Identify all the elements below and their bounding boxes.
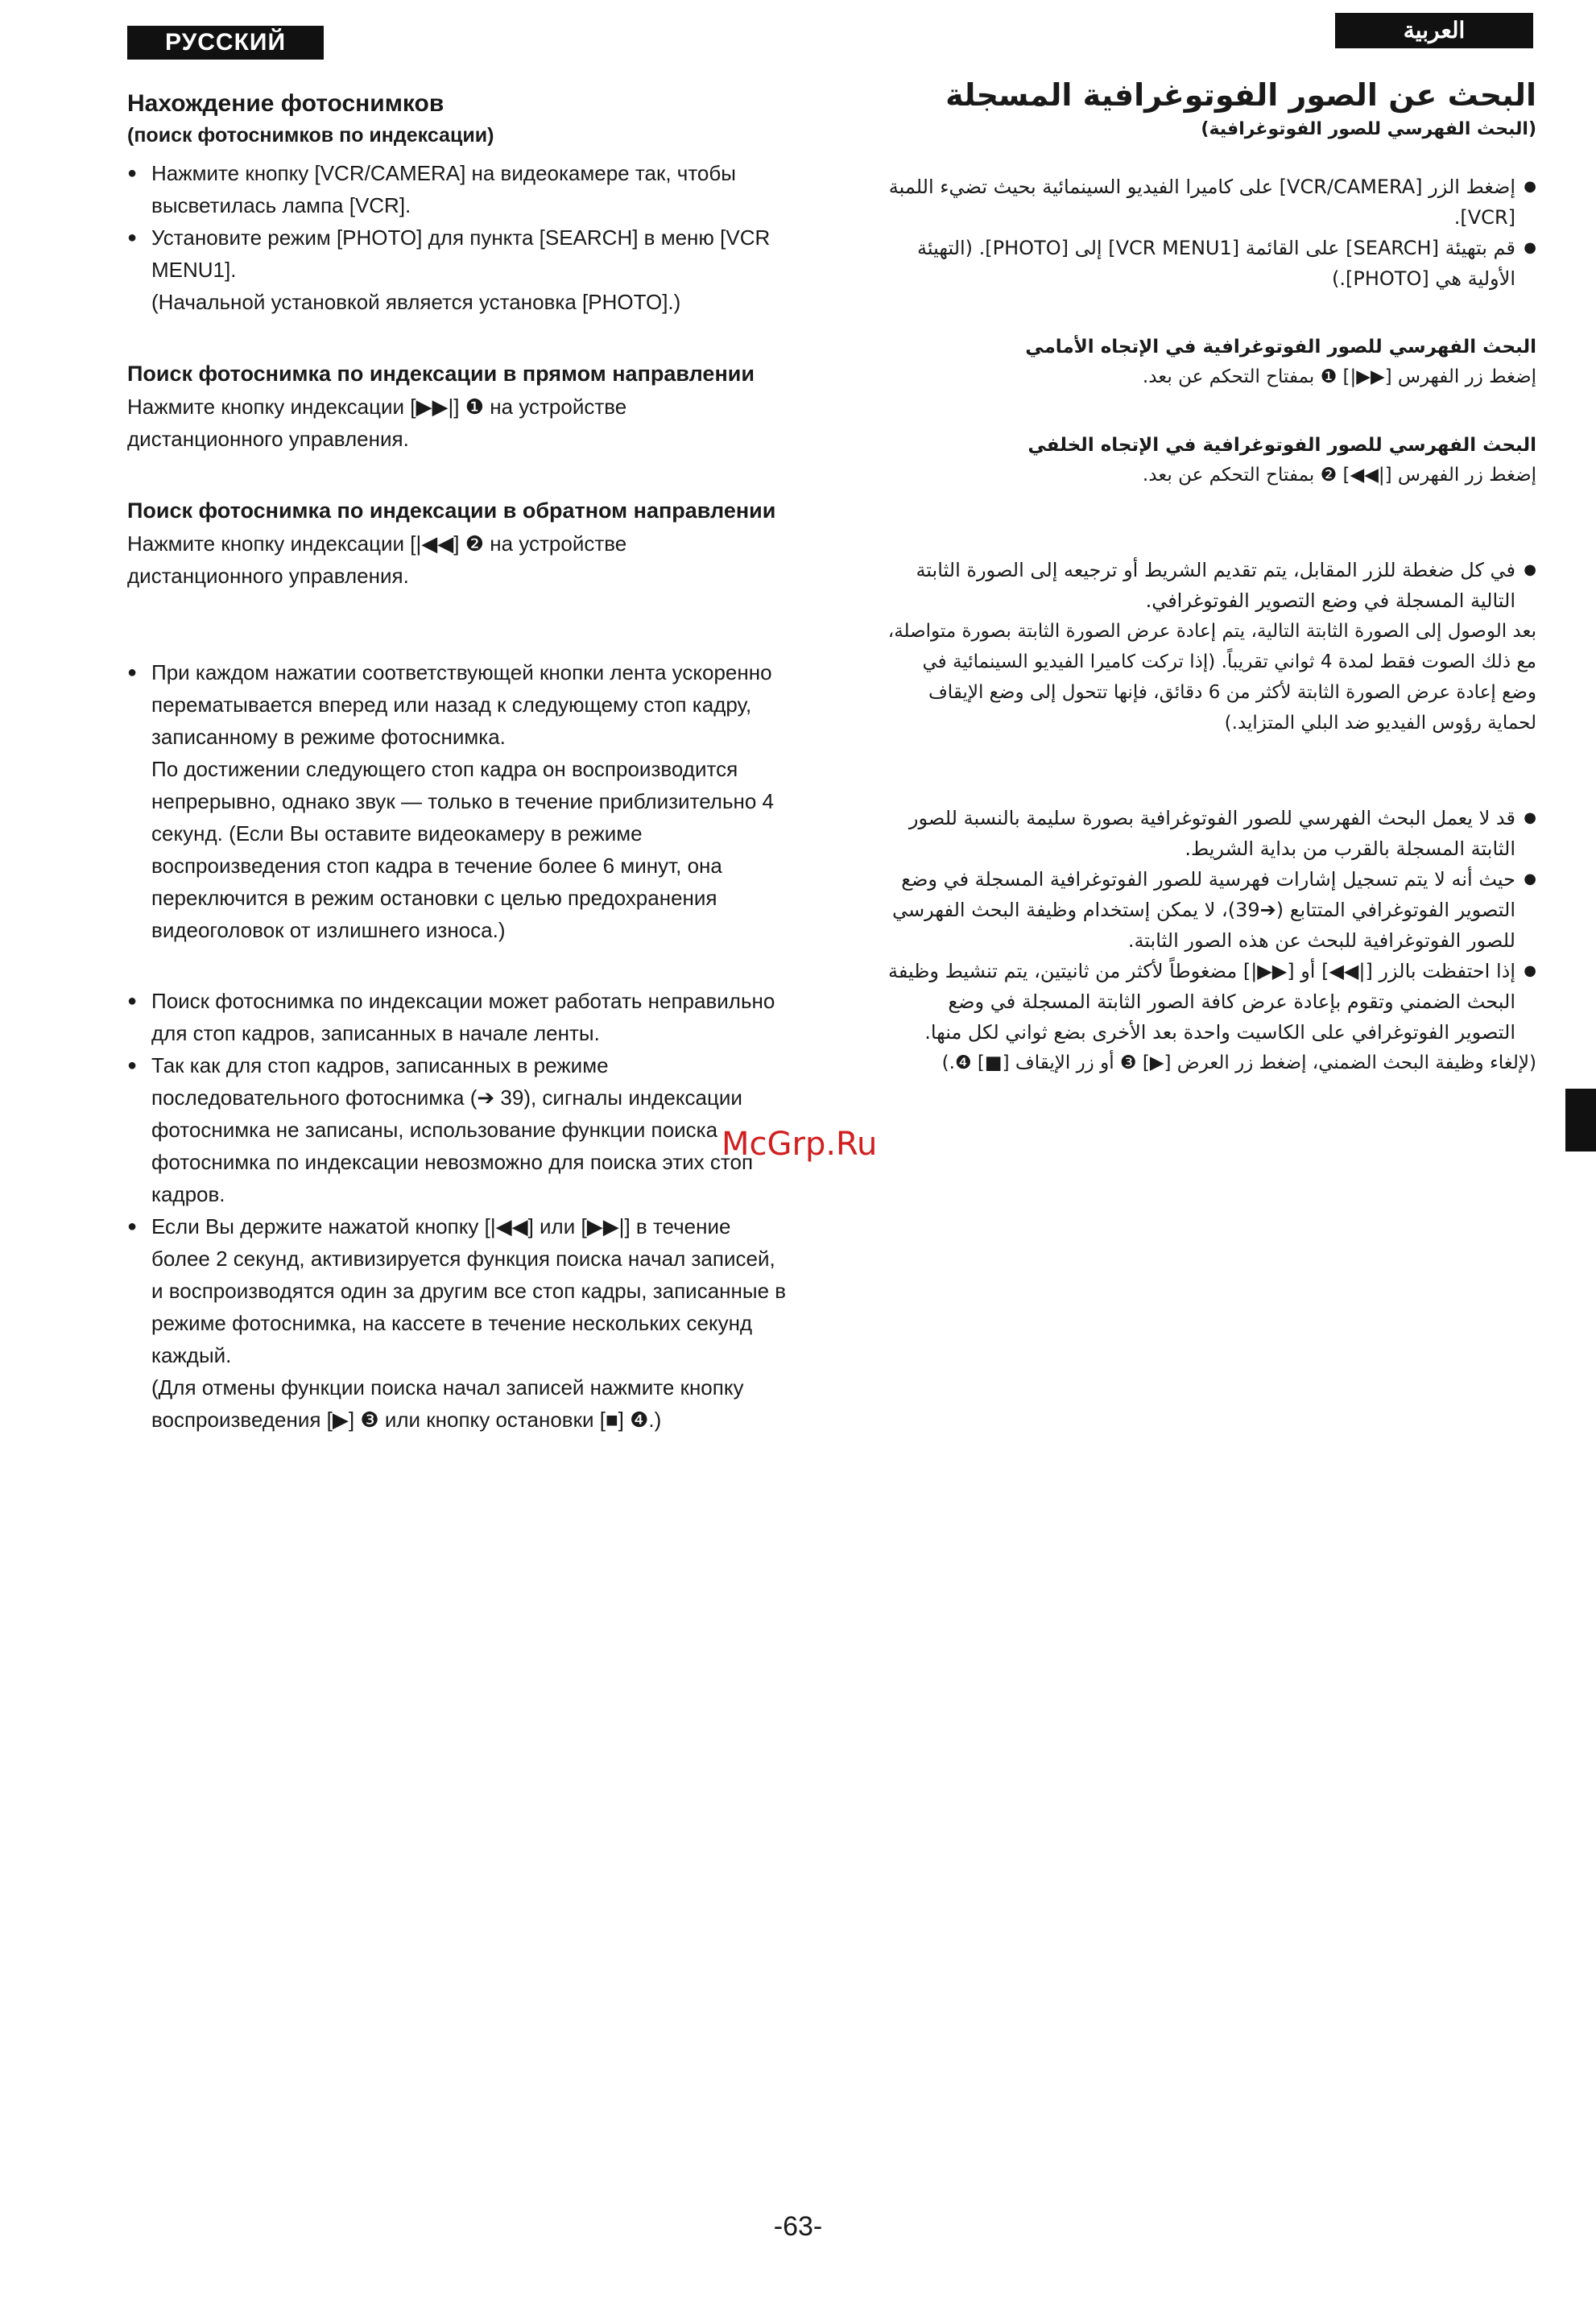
list-item: ● При каждом нажатии соответствующей кнопки лента ускоренно перематывается вперед или назад к следующему стоп кадру, записанному в режиме фотоснимка. bbox=[127, 656, 788, 753]
list-item: ● حيث أنه لا يتم تسجيل إشارات فهرسية للصور الفوتوغرافية المسجلة في وضع التصوير الفوتوغرافي المتتابع (➔39)، لا يمكن إستخدام وظيفة البحث الفهرسي للصور الفوتوغرافية للبحث عن هذه الصور الثابتة. bbox=[886, 864, 1536, 956]
ru-behavior-continuation: По достижении следующего стоп кадра он воспроизводится непрерывно, однако звук — только в течение приблизительно 4 секунд. (Если Вы оставите видеокамеру в режиме воспроизведения стоп кадра в течение более 6 минут, она переключится в режим остановки с целью предохранения видеоголовок от излишнего износа.) bbox=[151, 757, 775, 942]
list-item: ● إضغط الزر [VCR/CAMERA] على كاميرا الفيديو السينمائية بحيث تضيء اللمبة [VCR]. bbox=[886, 172, 1536, 233]
ar-intro-list bbox=[886, 172, 1536, 294]
watermark-text: McGrp.Ru bbox=[722, 1126, 878, 1163]
list-item: ● Поиск фотоснимка по индексации может работать неправильно для стоп кадров, записанных в начале ленты. bbox=[127, 985, 788, 1049]
ru-notes-list bbox=[127, 985, 788, 1371]
ru-forward-text: Нажмите кнопку индексации [▶▶|] ❶ на устройстве дистанционного управления. bbox=[127, 395, 627, 451]
ar-behavior-continuation: بعد الوصول إلى الصورة الثابتة التالية، يتم إعادة عرض الصورة الثابتة بصورة متواصلة، مع ذلك الصوت فقط لمدة 4 ثواني تقريباً. (إذا تركت كاميرا الفيديو السينمائية في وضع إعادة عرض الصورة الثابتة لأكثر من 6 دقائق، فإنها تتحول إلى وضع الإيقاف لحماية رؤوس الفيديو ضد البلي المتزايد.) bbox=[887, 621, 1536, 734]
ar-behavior-list bbox=[886, 555, 1536, 616]
ru-reverse-heading: Поиск фотоснимка по индексации в обратном направлении bbox=[127, 498, 776, 523]
ru-behavior-list bbox=[127, 656, 788, 753]
ru-intro-note: (Начальной установкой является установка [PHOTO].) bbox=[151, 290, 681, 314]
list-item: ● في كل ضغطة للزر المقابل، يتم تقديم الشريط أو ترجيعه إلى الصورة الثابتة التالية المسجلة في وضع التصوير الفوتوغرافي. bbox=[886, 555, 1536, 616]
russian-column bbox=[127, 90, 788, 1436]
ru-intro-list bbox=[127, 157, 788, 286]
ar-section-subtitle: (البحث الفهرسي للصور الفوتوغرافية) bbox=[1201, 119, 1536, 139]
ru-reverse-text: Нажмите кнопку индексации [|◀◀] ❷ на устройстве дистанционного управления. bbox=[127, 531, 627, 588]
ar-cancel-text: (لإلغاء وظيفة البحث الضمني، إضغط زر العرض [▶] ❸ أو زر الإيقاف [■] ❹.) bbox=[941, 1052, 1536, 1073]
language-tag-russian: РУССКИЙ ЯЗЫК bbox=[127, 26, 324, 60]
list-item: ● إذا احتفظت بالزر [|◀◀] أو [▶▶|] مضغوطاً لأكثر من ثانيتين، يتم تنشيط وظيفة البحث الضمني وتقوم بإعادة عرض كافة الصور الثابتة المسجلة في وضع التصوير الفوتوغرافي على الكاسيت واحدة بعد الأخرى بضع ثواني لكل منها. bbox=[886, 956, 1536, 1048]
ar-section-title: البحث عن الصور الفوتوغرافية المسجلة bbox=[945, 77, 1536, 113]
arabic-column bbox=[886, 77, 1536, 1078]
page-number: -63- bbox=[773, 2211, 823, 2242]
ar-reverse-text: إضغط زر الفهرس [|◀◀] ❷ بمفتاح التحكم عن بعد. bbox=[1142, 465, 1536, 486]
ar-reverse-heading: البحث الفهرسي للصور الفوتوغرافية في الإتجاه الخلفي bbox=[1027, 435, 1536, 456]
ar-forward-heading: البحث الفهرسي للصور الفوتوغرافية في الإتجاه الأمامي bbox=[1025, 337, 1536, 358]
language-tag-arabic: العربية bbox=[1335, 13, 1533, 48]
list-item: ● Установите режим [PHOTO] для пункта [SEARCH] в меню [VCR MENU1]. bbox=[127, 221, 788, 286]
ar-notes-list bbox=[886, 803, 1536, 1048]
ar-forward-text: إضغط زر الفهرس [▶▶|] ❶ بمفتاح التحكم عن بعد. bbox=[1142, 366, 1536, 387]
list-item: ● Так как для стоп кадров, записанных в режиме последовательного фотоснимка (➔ 39), сигналы индексации фотоснимка не записаны, использование функции поиска фотоснимка по индексации невозможно для поиска этих стоп кадров. bbox=[127, 1049, 788, 1210]
chapter-tab-marker bbox=[1565, 1089, 1596, 1152]
ru-section-title: Нахождение фотоснимков bbox=[127, 90, 444, 117]
list-item: ● قم بتهيئة [SEARCH] على القائمة [VCR MENU1] إلى [PHOTO]. (التهيئة الأولية هي [PHOTO].) bbox=[886, 233, 1536, 294]
list-item: ● قد لا يعمل البحث الفهرسي للصور الفوتوغرافية بصورة سليمة بالنسبة للصور الثابتة المسجلة بالقرب من بداية الشريط. bbox=[886, 803, 1536, 864]
list-item: ● Если Вы держите нажатой кнопку [|◀◀] или [▶▶|] в течение более 2 секунд, активизируется функция поиска начал записей, и воспроизводятся один за другим все стоп кадры, записанные в режиме фотоснимка, на кассете в течение нескольких секунд каждый. bbox=[127, 1210, 788, 1371]
list-item: ● Нажмите кнопку [VCR/CAMERA] на видеокамере так, чтобы высветилась лампа [VCR]. bbox=[127, 157, 788, 221]
ru-forward-heading: Поиск фотоснимка по индексации в прямом направлении bbox=[127, 362, 755, 386]
ru-section-subtitle: (поиск фотоснимков по индексации) bbox=[127, 124, 494, 147]
ru-cancel-text: (Для отмены функции поиска начал записей нажмите кнопку воспроизведения [▶] ❸ или кнопку остановки [■] ❹.) bbox=[151, 1375, 744, 1432]
